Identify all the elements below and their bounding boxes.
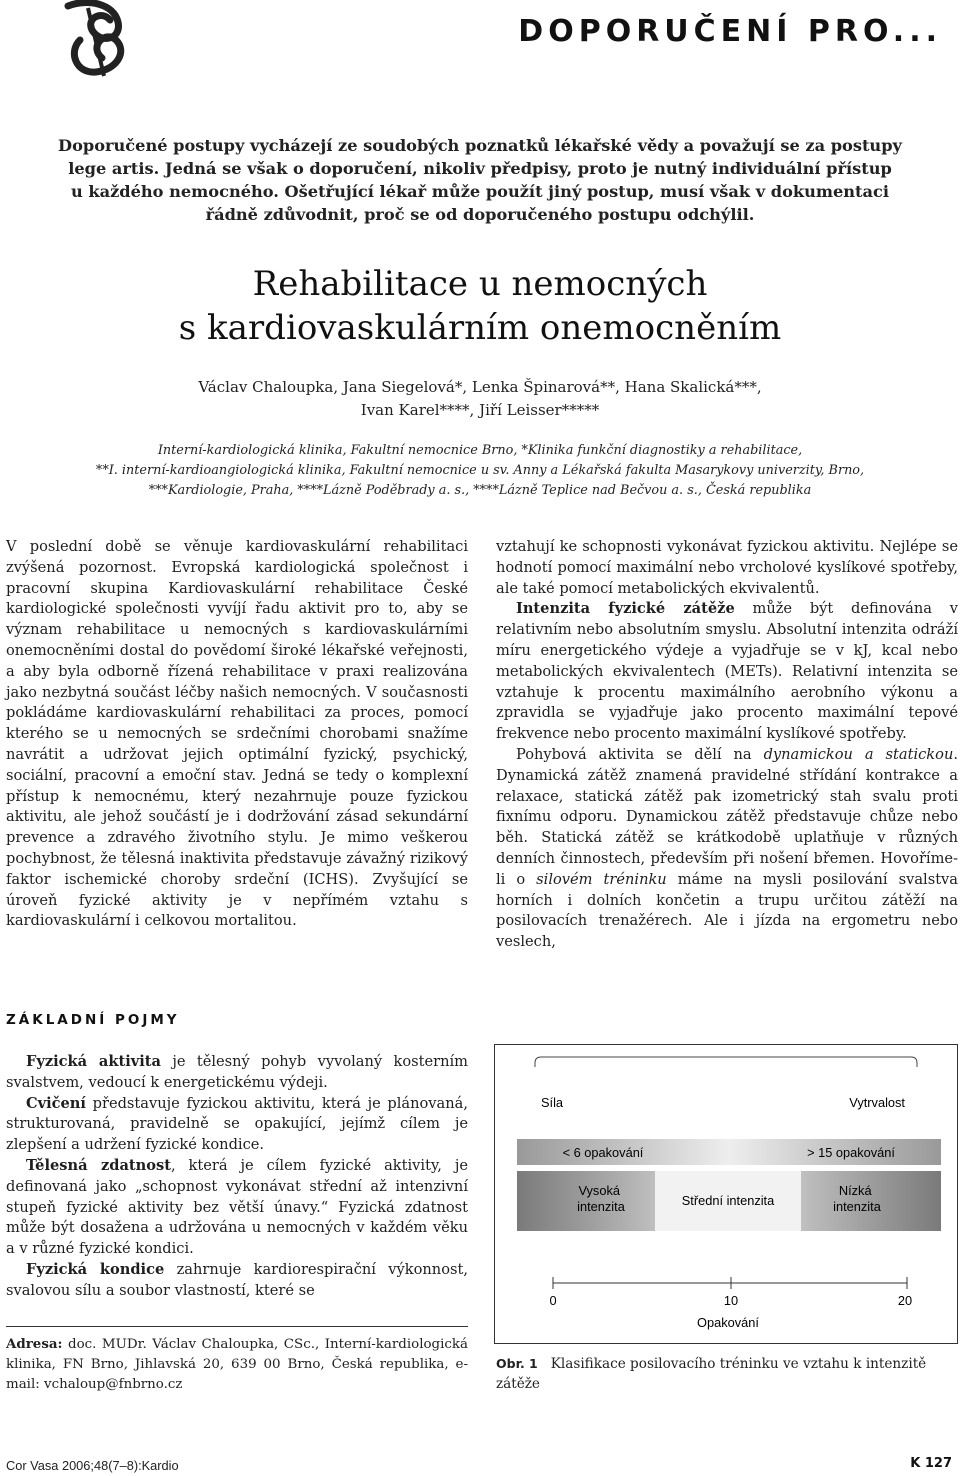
paragraph [496,599,958,745]
paragraph-text: Pohybová aktivita se dělí na [516,745,764,763]
left-column [6,537,468,932]
address-label: Adresa: [6,1336,63,1352]
definition-text: , která je cílem fyzické aktivity, je definovaná jako „schopnost vykonávat střední až intenzivní stupeň fyzické aktivity bez větší únavy.“ Fyzická zdatnost může být dosažena a udržována u nemocných v každém věku a v různé fyzické kondici. [6,1156,468,1258]
affiliation-line: ***Kardiologie, Praha, ****Lázně Poděbrady a. s., ****Lázně Teplice nad Bečvou a. s., Česká republika [148,483,812,498]
reps-left-label: < 6 opakování [562,1145,644,1160]
definition-paragraph [6,1052,468,1094]
definitions [6,1052,468,1302]
address-divider [6,1326,468,1327]
disclaimer-line: u každého nemocného. Ošetřující lékař může použít jiný postup, musí však v dokumentaci [70,182,890,201]
zone-low-label [833,1183,882,1214]
top-bracket [535,1057,917,1067]
caption-number: Obr. 1 [496,1356,538,1371]
journal-logo-icon [58,0,138,80]
axis-tick-label: 10 [723,1293,739,1308]
intro-paragraph: V poslední době se věnuje kardiovaskulární rehabilitaci zvýšená pozornost. Evropská kardiologická společnost i pracovní skupina Kardiovaskulární rehabilitace České kardiologické společnosti vyvíjí řadu aktivit pro to, aby se význam rehabilitace u nemocných s kardiovaskulárními onemocněními dostal do povědomí široké lékařské veřejnosti, a aby byla odborně řízená rehabilitace v praxi realizována jako nezbytná součást léčby našich nemocných. V současnosti pokládáme kardiovaskulární rehabilitaci za proces, pomocí kterého se u nemocných se srdečními chorobami snažíme navrátit a udržovat jejich optimální fyzický, psychický, sociální, pracovní a emoční stav. Jedná se tedy o komplexní přístup k nemocnému, který nezahrnuje pouze fyzickou aktivitu, ale jehož součástí je i dodržování zásad sekundární prevence a zdravého životního stylu. Je mimo veškerou pochybnost, že tělesná inaktivita představuje závažný rizikový faktor ischemické choroby srdeční (ICHS). Zvyšující se úroveň fyzické aktivity je v nepřímém vztahu s kardiovaskulární i celkovou mortalitou. [6,538,468,930]
authors [0,376,960,422]
paragraph-text: může být definována v relativním nebo absolutním smyslu. Absolutní intenzita odráží míru energetického výdeje a vyjadřuje se v kJ, kcal nebo metabolických ekvivalentech (METs). Relativní intenzita se vztahuje k procentu maximálního aerobního výkonu a zpravidla se vyjadřuje jako procento maximální tepové frekvence nebo procento maximální kyslíkové spotřeby. [496,600,958,743]
zone-high-label-line: Vysoká [578,1183,620,1198]
reps-right-label: > 15 opakování [807,1145,895,1160]
paragraph-text: . Dynamická zátěž znamená pravidelné střídání kontrakce a relaxace, statická zátěž pak izometrický stah svalu proti fixnímu odporu. Dynamickou zátěž představuje chůze nebo běh. Statická zátěž se krátkodobě uplatňuje v různých denních činnostech, především při nošení břemen. Hovoříme-li o [496,745,958,888]
paragraph-text: máme na mysli posilování svalstva horních i dolních končetin a trupu určitou zátěží na posilovacích trenažérech. Ale i jízda na ergometru nebo veslech, [496,870,958,951]
affiliation-line: Interní-kardiologická klinika, Fakultní nemocnice Brno, *Klinika funkční diagnostiky a rehabilitace, [157,443,803,458]
intensity-diagram [495,1045,957,1343]
zone-low-label-line: Nízká [838,1183,872,1198]
disclaimer [20,134,940,226]
caption-text: Klasifikace posilovacího tréninku ve vztahu k intenzitě zátěže [496,1356,927,1392]
zone-high-label [577,1183,626,1214]
correspondence-address [6,1334,468,1395]
definition-paragraph [6,1260,468,1302]
definition-text: je tělesný pohyb vyvolaný kosterním svalstvem, vedoucí k energetickému výdeji. [6,1053,468,1091]
term: Intenzita fyzické zátěže [516,600,735,618]
emphasis: silovém tréninku [536,870,667,888]
zone-low-label-line: intenzita [833,1199,881,1214]
address-text: doc. MUDr. Václav Chaloupka, CSc., Interní-kardiologická klinika, FN Brno, Jihlavská 20, 639 00 Brno, Česká republika, e-mail: vchaloup@fnbrno.cz [6,1337,468,1392]
definition-paragraph [6,1156,468,1260]
strength-label: Síla [541,1095,564,1110]
authors-line: Ivan Karel****, Jiří Leisser***** [360,401,600,419]
definition-term: Fyzická aktivita [26,1053,161,1070]
affiliation-line: **I. interní-kardioangiologická klinika, Fakultní nemocnice u sv. Anny a Lékařská fakulta Masarykovy univerzity, Brno, [95,463,865,478]
definition-text: zahrnuje kardiorespirační výkonnost, svalovou sílu a soubor vlastností, které se [6,1260,468,1299]
section-subheading: ZÁKLADNÍ POJMY [6,1012,180,1028]
endurance-label: Vytrvalost [849,1095,905,1110]
definition-text: představuje fyzickou aktivitu, která je plánovaná, strukturovaná, pravidelně se opakující, jejímž cílem je zlepšení a udržení fyzické kondice. [6,1094,468,1154]
emphasis: dynamickou a statickou [763,745,954,763]
title-line: Rehabilitace u nemocných [252,264,708,304]
footer-citation: Cor Vasa 2006;48(7–8):Kardio [6,1458,179,1473]
axis-tick-label: 20 [897,1293,913,1308]
definition-term: Cvičení [26,1094,86,1112]
authors-line: Václav Chaloupka, Jana Siegelová*, Lenka Špinarová**, Hana Skalická***, [198,378,762,396]
definition-term: Tělesná zdatnost [26,1156,171,1174]
right-column [496,537,958,953]
figure-box [494,1044,958,1344]
article-title [0,262,960,350]
definition-paragraph [6,1094,468,1156]
paragraph: vztahují ke schopnosti vykonávat fyzickou aktivitu. Nejlépe se hodnotí pomocí maximální nebo vrcholové kyslíkové spotřeby, ale také pomocí metabolických ekvivalentů. [496,538,958,597]
section-header: DOPORUČENÍ PRO... [518,14,942,49]
affiliations [0,441,960,501]
title-line: s kardiovaskulárním onemocněním [178,308,782,348]
zone-mid-label: Střední intenzita [681,1193,775,1208]
definition-term: Fyzická kondice [26,1260,165,1278]
disclaimer-line: Doporučené postupy vycházejí ze soudobých poznatků lékařské vědy a považují se za postupy [58,136,902,155]
paragraph [496,745,958,953]
axis-label: Opakování [697,1315,759,1330]
zone-high-label-line: intenzita [577,1199,625,1214]
disclaimer-line: lege artis. Jedná se však o doporučení, nikoliv předpisy, proto je nutný individuální přístup [68,159,892,178]
page-number: K 127 [910,1456,952,1471]
disclaimer-line: řádně zdůvodnit, proč se od doporučeného postupu odchýlil. [205,205,755,224]
axis-tick-label: 0 [549,1293,557,1308]
figure-caption [496,1354,958,1394]
